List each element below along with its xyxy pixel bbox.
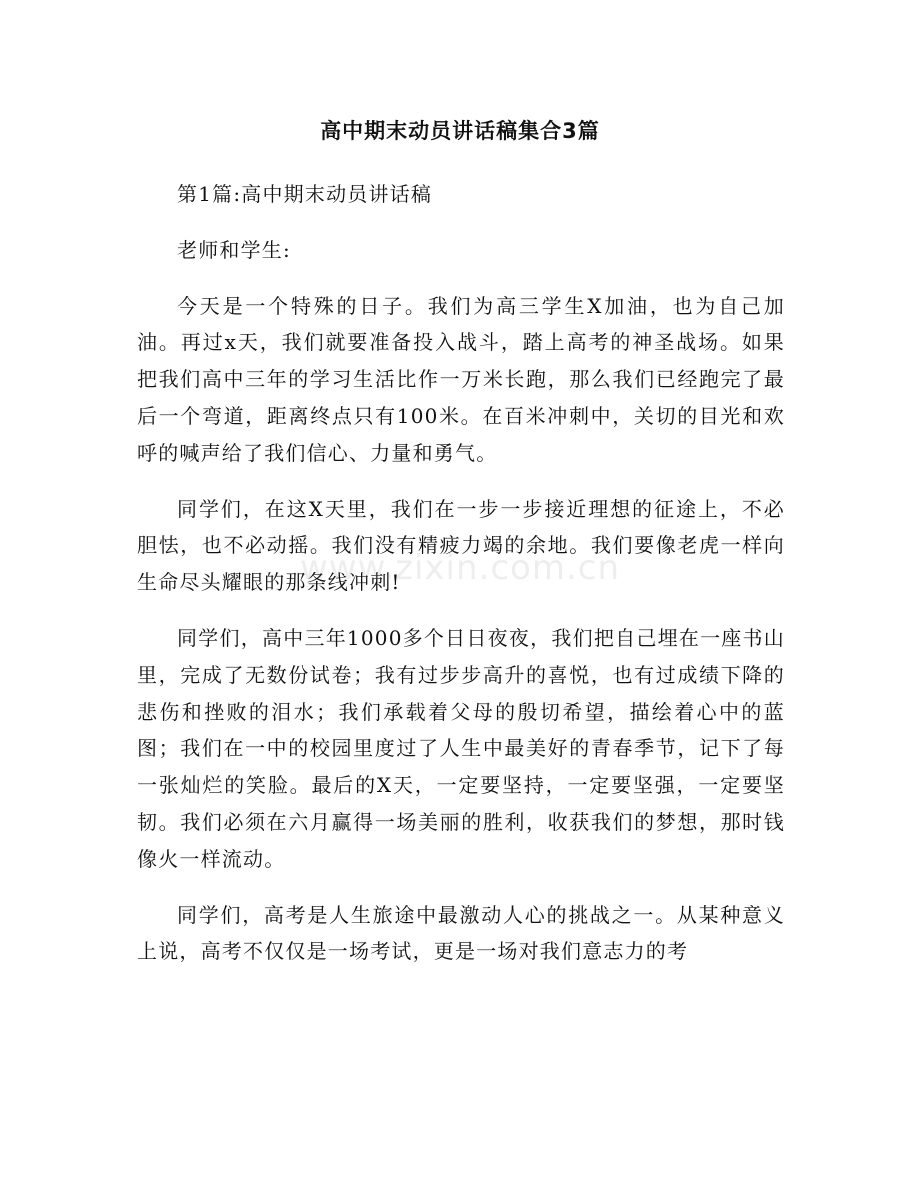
salutation: 老师和学生: [177, 237, 291, 262]
document-body [137, 176, 785, 970]
watermark: www.zixin.com.cn [300, 548, 620, 588]
paragraph-4: 同学们，高考是人生旅途中最激动人心的挑战之一。从某种意义上说，高考不仅仅是一场考试，更是一场对我们意志力的考 [137, 902, 785, 964]
paragraph-2: 同学们，在这X天里，我们在一步一步接近理想的征途上，不必胆怯，也不必动摇。我们没有精疲力竭的余地。我们要像老虎一样向生命尽头耀眼的那条线冲刺! [137, 496, 785, 595]
section-heading: 第1篇:高中期末动员讲话稿 [177, 182, 433, 206]
paragraph-1: 今天是一个特殊的日子。我们为高三学生X加油，也为自己加油。再过x天，我们就要准备投入战斗，踏上高考的神圣战场。如果把我们高中三年的学习生活比作一万米长跑，那么我们已经跑完了最后一个弯道，距离终点只有100米。在百米冲刺中，关切的目光和欢呼的喊声给了我们信心、力量和勇气。 [137, 293, 785, 465]
document-title: 高中期末动员讲话稿集合3篇 [320, 119, 600, 143]
paragraph-3: 同学们，高中三年1000多个日日夜夜，我们把自己埋在一座书山里，完成了无数份试卷；我有过步步高升的喜悦，也有过成绩下降的悲伤和挫败的泪水；我们承载着父母的殷切希望，描绘着心中的蓝图；我们在一中的校园里度过了人生中最美好的青春季节，记下了每一张灿烂的笑脸。最后的X天，一定要坚持，一定要坚强，一定要坚韧。我们必须在六月赢得一场美丽的胜利，收获我们的梦想，那时钱像火一样流动。 [137, 625, 785, 871]
